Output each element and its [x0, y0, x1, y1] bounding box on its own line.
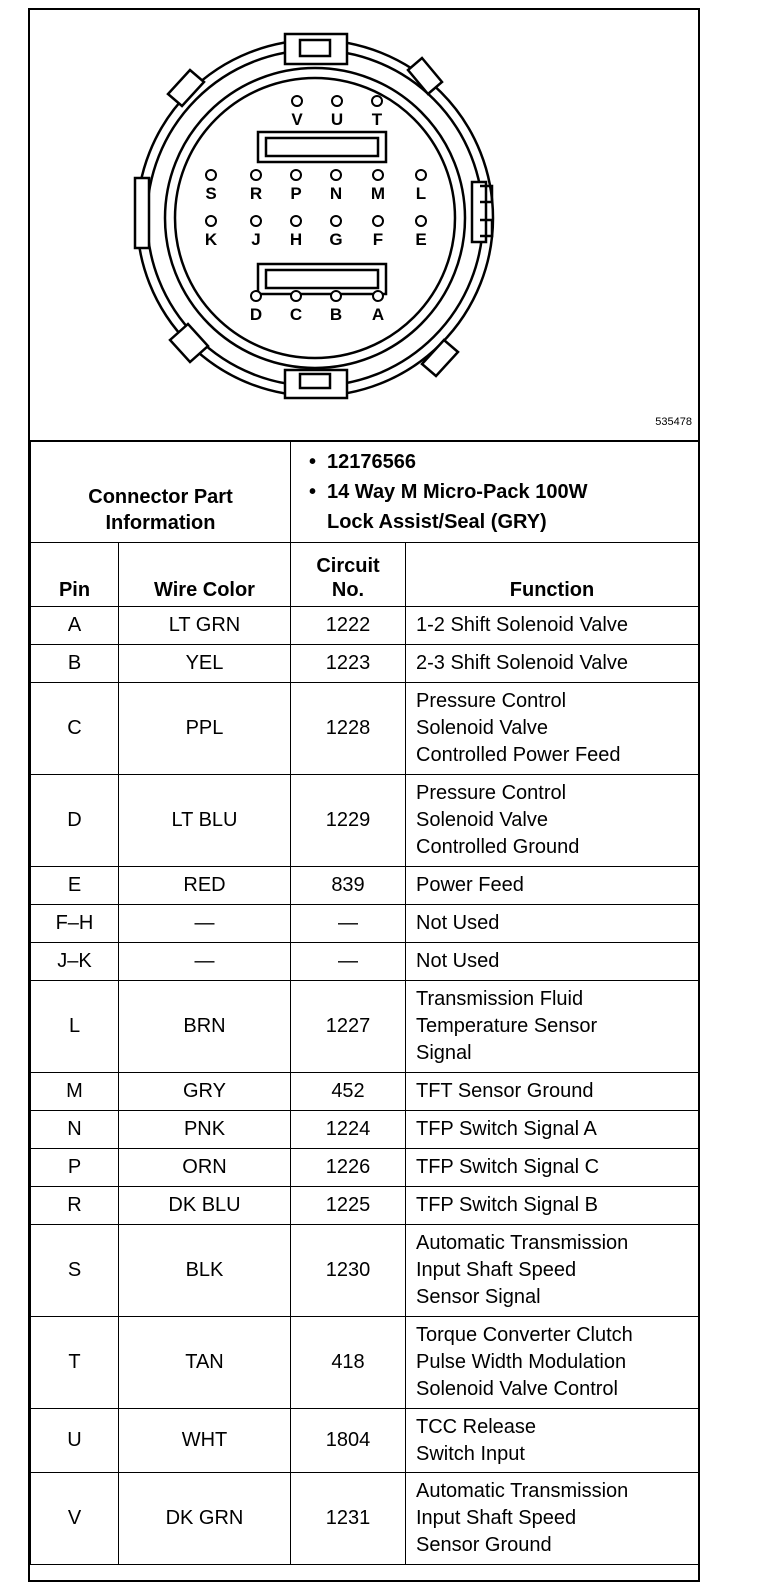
pin-cell: E	[31, 867, 119, 905]
pin-label-e: E	[415, 230, 427, 249]
pin-label-d: D	[249, 305, 263, 324]
table-row	[31, 981, 699, 1073]
pin-label-f: F	[372, 230, 384, 249]
table-row	[31, 943, 699, 981]
pin-cell: N	[31, 1111, 119, 1149]
function-cell	[406, 1149, 699, 1187]
function-line: Automatic Transmission	[416, 1480, 629, 1502]
circuit-cell: 1224	[291, 1111, 406, 1149]
function-line: TCC Release	[416, 1415, 537, 1438]
function-cell	[406, 683, 699, 775]
pin-label-b: B	[329, 305, 343, 324]
function-line: Power Feed	[416, 874, 524, 896]
connector-label-line1: Connector Part	[88, 486, 233, 508]
wire-color-cell: TAN	[119, 1317, 291, 1409]
pin-label-r: R	[249, 184, 263, 203]
pin-cell: J–K	[31, 943, 119, 981]
table-row	[31, 1225, 699, 1317]
wire-color-cell: ORN	[119, 1149, 291, 1187]
function-line: Automatic Transmission	[416, 1232, 629, 1254]
pinout-table	[30, 440, 699, 1565]
connector-part-label	[31, 441, 291, 543]
function-cell	[406, 1225, 699, 1317]
header-pin: Pin	[31, 543, 119, 607]
pin-cell: V	[31, 1473, 119, 1565]
connector-face-diagram	[30, 10, 698, 442]
pin-cell: M	[31, 1073, 119, 1111]
circuit-cell: 839	[291, 867, 406, 905]
connector-drawing	[30, 10, 698, 440]
connector-info-row	[31, 441, 699, 543]
table-row	[31, 1149, 699, 1187]
function-line: Input Shaft Speed	[416, 1507, 577, 1529]
table-row	[31, 1473, 699, 1565]
wire-color-cell: WHT	[119, 1409, 291, 1473]
function-line: Solenoid Valve	[416, 717, 548, 739]
circuit-cell: 1231	[291, 1473, 406, 1565]
wire-color-cell: PNK	[119, 1111, 291, 1149]
function-line: Transmission Fluid	[416, 988, 584, 1010]
function-line: Torque Converter Clutch	[416, 1324, 633, 1346]
function-cell	[406, 867, 699, 905]
table-row	[31, 683, 699, 775]
pin-label-t: T	[371, 110, 383, 129]
pin-label-k: K	[204, 230, 218, 249]
table-row	[31, 1409, 699, 1473]
pin-cell: B	[31, 645, 119, 683]
connector-sheet	[28, 8, 700, 1582]
wire-color-cell: BLK	[119, 1225, 291, 1317]
function-cell	[406, 905, 699, 943]
function-line: Signal	[416, 1042, 472, 1064]
function-line: Pressure Control	[416, 782, 567, 804]
circuit-cell: 1222	[291, 607, 406, 645]
header-row	[31, 543, 699, 607]
pin-cell: R	[31, 1187, 119, 1225]
function-cell	[406, 1473, 699, 1565]
function-line: Sensor Signal	[416, 1286, 541, 1308]
pin-cell: S	[31, 1225, 119, 1317]
function-line: Not Used	[416, 912, 500, 934]
function-line: Controlled Power Feed	[416, 744, 621, 766]
pin-cell: F–H	[31, 905, 119, 943]
table-row	[31, 1111, 699, 1149]
function-line: Input Shaft Speed	[416, 1259, 577, 1281]
pin-label-u: U	[330, 110, 344, 129]
wire-color-cell: LT BLU	[119, 775, 291, 867]
pin-cell: A	[31, 607, 119, 645]
circuit-cell: 1228	[291, 683, 406, 775]
pin-cell: C	[31, 683, 119, 775]
wire-color-cell: PPL	[119, 683, 291, 775]
wire-color-cell: —	[119, 943, 291, 981]
function-cell	[406, 981, 699, 1073]
connector-description-line2: Lock Assist/Seal (GRY)	[327, 511, 547, 533]
table-row	[31, 1317, 699, 1409]
function-cell	[406, 1409, 699, 1473]
function-cell	[406, 1187, 699, 1225]
header-circuit-line1: Circuit	[316, 555, 380, 577]
pin-label-p: P	[290, 184, 302, 203]
pin-label-s: S	[205, 184, 217, 203]
circuit-cell: 1804	[291, 1409, 406, 1473]
connector-part-info	[291, 441, 699, 543]
function-line: Not Used	[416, 950, 500, 972]
pin-label-j: J	[251, 230, 261, 249]
wire-color-cell: DK BLU	[119, 1187, 291, 1225]
function-line: TFT Sensor Ground	[416, 1080, 594, 1102]
function-line: Switch Input	[416, 1442, 525, 1465]
pin-label-l: L	[415, 184, 427, 203]
function-cell	[406, 607, 699, 645]
wire-color-cell: DK GRN	[119, 1473, 291, 1565]
table-row	[31, 645, 699, 683]
pin-label-c: C	[289, 305, 303, 324]
circuit-cell: 1229	[291, 775, 406, 867]
circuit-cell: —	[291, 905, 406, 943]
pin-label-n: N	[329, 184, 343, 203]
function-line: TFP Switch Signal A	[416, 1118, 597, 1140]
function-line: Temperature Sensor	[416, 1015, 598, 1037]
wire-color-cell: YEL	[119, 645, 291, 683]
header-function: Function	[406, 543, 699, 607]
table-row	[31, 905, 699, 943]
circuit-cell: 1227	[291, 981, 406, 1073]
function-cell	[406, 943, 699, 981]
circuit-cell: —	[291, 943, 406, 981]
function-line: Sensor Ground	[416, 1534, 552, 1556]
pin-cell: T	[31, 1317, 119, 1409]
circuit-cell: 418	[291, 1317, 406, 1409]
function-line: Solenoid Valve Control	[416, 1378, 618, 1400]
function-line: Pulse Width Modulation	[416, 1351, 627, 1373]
pin-cell: P	[31, 1149, 119, 1187]
pin-label-h: H	[289, 230, 303, 249]
wire-color-cell: LT GRN	[119, 607, 291, 645]
wire-color-cell: RED	[119, 867, 291, 905]
part-number: • 12176566	[327, 447, 692, 477]
header-wire-color: Wire Color	[119, 543, 291, 607]
function-line: Solenoid Valve	[416, 809, 548, 831]
function-cell	[406, 645, 699, 683]
table-row	[31, 607, 699, 645]
header-circuit-line2: No.	[331, 579, 365, 601]
function-cell	[406, 1073, 699, 1111]
connector-label-line2: Information	[105, 512, 216, 534]
pin-label-g: G	[329, 230, 343, 249]
function-line: Pressure Control	[416, 690, 567, 712]
wire-color-cell: —	[119, 905, 291, 943]
function-line: 2-3 Shift Solenoid Valve	[416, 652, 628, 674]
pin-cell: D	[31, 775, 119, 867]
pin-label-v: V	[291, 110, 303, 129]
table-row	[31, 867, 699, 905]
pin-cell: L	[31, 981, 119, 1073]
circuit-cell: 1226	[291, 1149, 406, 1187]
pin-label-m: M	[370, 184, 386, 203]
table-row	[31, 775, 699, 867]
connector-description: • 14 Way M Micro-Pack 100W	[327, 477, 692, 507]
wire-color-cell: GRY	[119, 1073, 291, 1111]
pin-cell: U	[31, 1409, 119, 1473]
pin-label-a: A	[371, 305, 385, 324]
wire-color-cell: BRN	[119, 981, 291, 1073]
function-cell	[406, 775, 699, 867]
circuit-cell: 1223	[291, 645, 406, 683]
function-line: TFP Switch Signal C	[416, 1156, 600, 1178]
table-row	[31, 1073, 699, 1111]
function-cell	[406, 1111, 699, 1149]
table-row	[31, 1187, 699, 1225]
figure-id: 535478	[655, 416, 692, 428]
circuit-cell: 452	[291, 1073, 406, 1111]
function-line: TFP Switch Signal B	[416, 1194, 598, 1216]
function-cell	[406, 1317, 699, 1409]
circuit-cell: 1225	[291, 1187, 406, 1225]
circuit-cell: 1230	[291, 1225, 406, 1317]
function-line: Controlled Ground	[416, 836, 580, 858]
header-circuit	[291, 543, 406, 607]
function-line: 1-2 Shift Solenoid Valve	[416, 614, 628, 636]
